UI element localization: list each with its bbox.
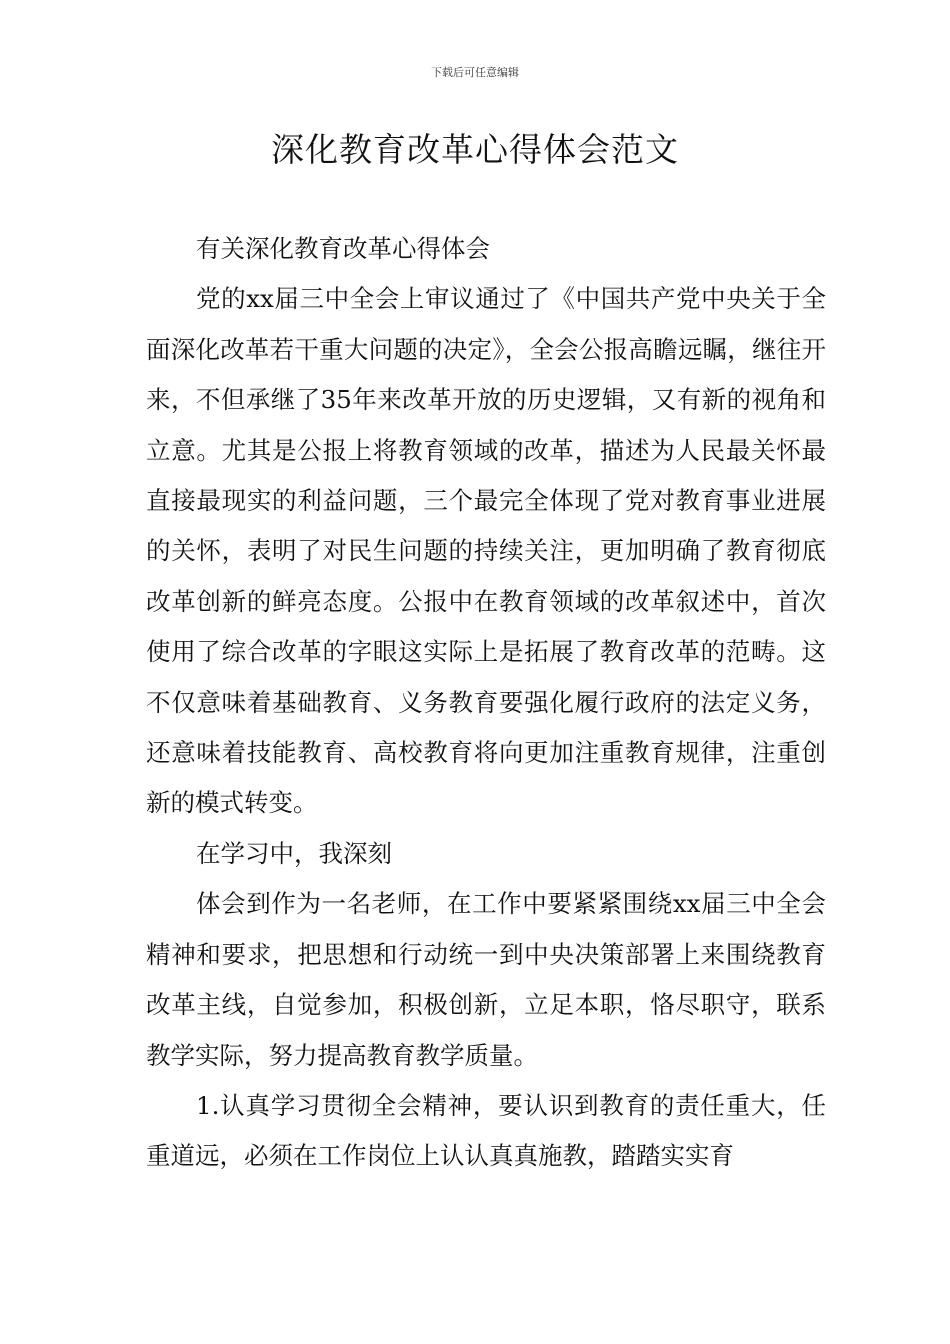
paragraph-subtitle: 有关深化教育改革心得体会	[196, 234, 490, 263]
paragraph-intro: 党的xx届三中全会上审议通过了《中国共产党中央关于全面深化改革若干重大问题的决定》，全会公报高瞻远瞩，继往开来，不但承继了35年来改革开放的历史逻辑，又有新的视角和立意。尤其是公报上将教育领域的改革，描述为人民最关怀最直接最现实的利益问题，三个最完全体现了党对教育事业进展的关怀，表明了对民生问题的持续关注，更加明确了教育彻底改革创新的鲜亮态度。公报中在教育领域的改革叙述中，首次使用了综合改革的字眼这实际上是拓展了教育改革的范畴。这不仅意味着基础教育、义务教育要强化履行政府的法定义务，还意味着技能教育、高校教育将向更加注重教育规律，注重创新的模式转变。	[146, 284, 826, 818]
paragraph-study: 在学习中，我深刻	[196, 838, 392, 868]
header-note: 下载后可任意编辑	[431, 66, 519, 79]
document-body	[146, 224, 826, 1182]
paragraph-point-1: 1.认真学习贯彻全会精神，要认识到教育的责任重大，任重道远，必须在工作岗位上认认真真施教，踏踏实实育	[146, 1090, 826, 1171]
document-title: 深化教育改革心得体会范文	[271, 130, 679, 169]
paragraph-reflection: 体会到作为一名老师，在工作中要紧紧围绕xx届三中全会精神和要求，把思想和行动统一到中央决策部署上来围绕教育改革主线，自觉参加，积极创新，立足本职，恪尽职守，联系教学实际，努力提高教育教学质量。	[146, 889, 826, 1070]
